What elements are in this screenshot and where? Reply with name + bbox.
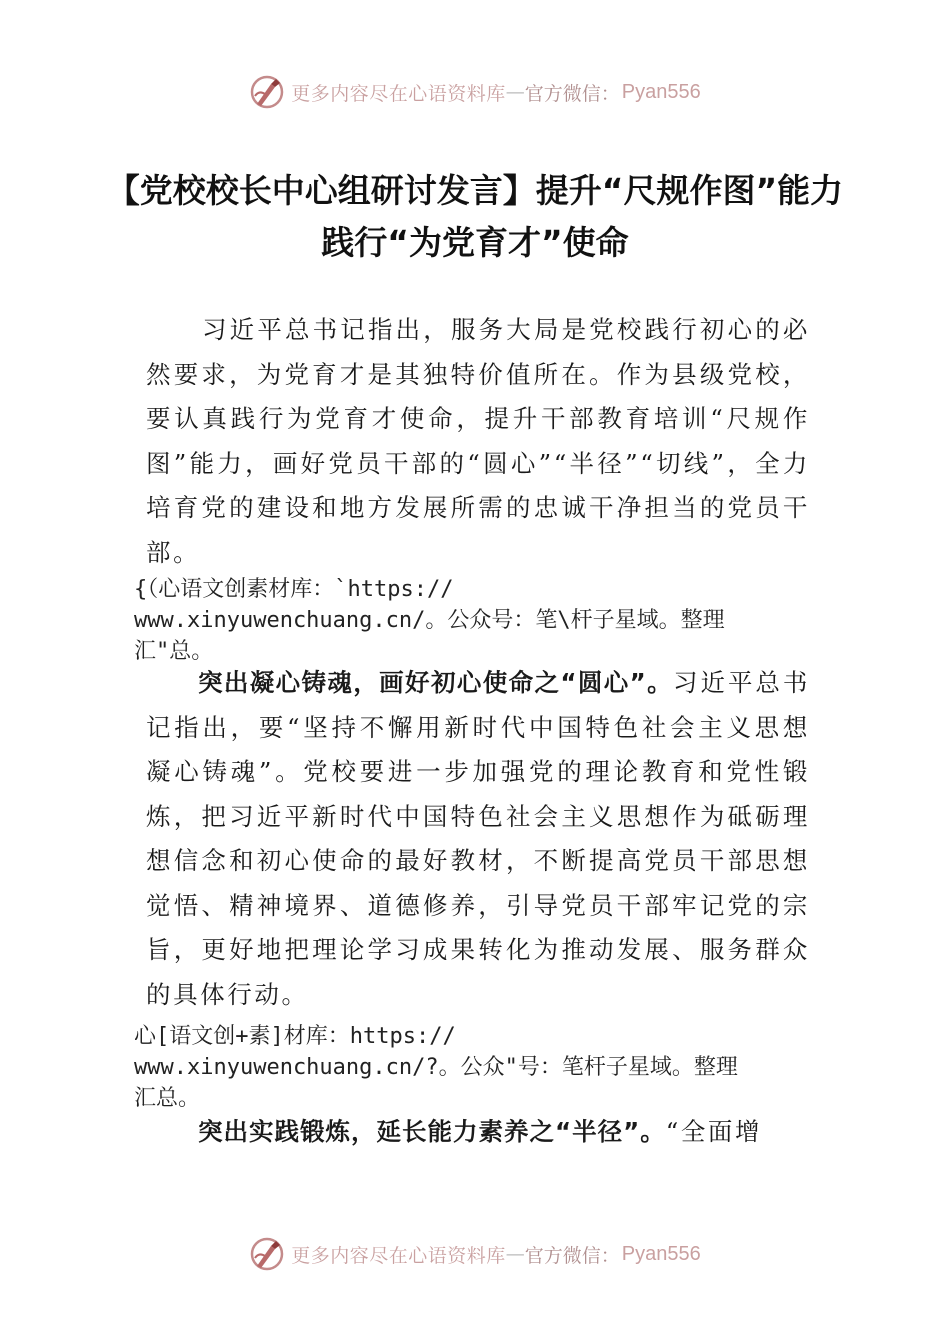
pen-nib-logo-icon: [249, 74, 285, 110]
banner-text: 更多内容尽在心语资料库: [291, 82, 506, 105]
banner-wechat-id: Pyan556: [621, 80, 701, 103]
banner-text: 更多内容尽在心语资料库: [291, 1244, 506, 1267]
banner-wechat-label: 官方微信：: [524, 82, 620, 105]
paragraph-heading: 突出实践锻炼，延长能力素养之“半径”。: [198, 1117, 666, 1146]
banner-separator: —: [505, 81, 525, 103]
paragraph-body: “全面增: [665, 1117, 763, 1146]
banner-wechat-id: Pyan556: [621, 1242, 701, 1265]
paragraph-heading: 突出凝心铸魂，画好初心使命之“圆心”。: [198, 668, 673, 697]
paragraph-core-mission: [146, 661, 810, 1017]
paragraph-practice: [146, 1110, 810, 1155]
source-note-2: 心[语文创+素]材库：https:// www.xinyuwenchuang.cn/?。公众"号：笔杆子星域。整理 汇总。: [134, 1024, 738, 1111]
bottom-banner: [0, 1234, 950, 1274]
pen-nib-logo-icon: [249, 1236, 285, 1272]
banner-wechat-label: 官方微信：: [524, 1244, 620, 1267]
banner-separator: —: [505, 1243, 525, 1265]
source-note-1: {（心语文创素材库：`https:// www.xinyuwenchuang.cn/。公众号：笔\杆子星域。整理 汇"总。: [134, 577, 725, 664]
paragraph-body: 习近平总书记指出，要“坚持不懈用新时代中国特色社会主义思想凝心铸魂”。党校要进一步加强党的理论教育和党性锻炼，把习近平新时代中国特色社会主义思想作为砥砺理想信念和初心使命的最好教材，不断提高党员干部思想觉悟、精神境界、道德修养，引导党员干部牢记党的宗旨，更好地把理论学习成果转化为推动发展、服务群众的具体行动。: [146, 668, 811, 1009]
paragraph-intro: 习近平总书记指出，服务大局是党校践行初心的必然要求，为党育才是其独特价值所在。作为县级党校，要认真践行为党育才使命，提升干部教育培训“尺规作图”能力，画好党员干部的“圆心”“半径”“切线”，全力培育党的建设和地方发展所需的忠诚干净担当的党员干部。: [146, 315, 810, 567]
document-title: 【党校校长中心组研讨发言】提升“尺规作图”能力 践行“为党育才”使命: [106, 171, 844, 262]
top-banner: [0, 72, 950, 112]
